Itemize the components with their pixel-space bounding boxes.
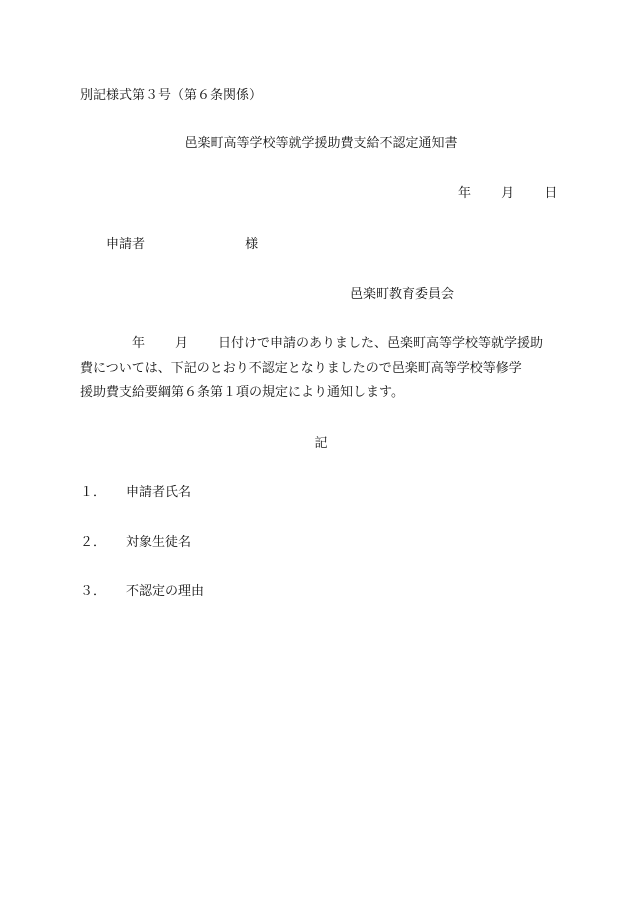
list-item <box>80 580 204 599</box>
body-line-1-rest: 日付けで申請のありました、邑楽町高等学校等就学援助 <box>218 336 544 351</box>
date-month: 月 <box>501 186 515 201</box>
item-label: 申請者氏名 <box>126 485 192 500</box>
item-number: ３． <box>80 584 107 599</box>
item-number: ２． <box>80 535 107 550</box>
list-item <box>80 481 191 500</box>
sender: 邑楽町教育委員会 <box>350 287 455 302</box>
body-year: 年 <box>132 336 146 351</box>
body-month: 月 <box>175 336 189 351</box>
form-number: 別記様式第３号（第６条関係） <box>80 88 263 103</box>
body-line-3: 援助費支給要綱第６条第１項の規定により通知します。 <box>80 385 404 400</box>
item-number: １． <box>80 485 107 500</box>
addressee-label: 申請者 <box>106 237 146 252</box>
body-line-2: 費については、下記のとおり不認定となりましたので邑楽町高等学校等修学 <box>80 360 522 376</box>
date-year: 年 <box>458 186 472 201</box>
body-text <box>80 332 560 406</box>
body-line-1 <box>80 332 560 357</box>
date-day: 日 <box>544 186 558 201</box>
list-item <box>80 531 191 550</box>
document-title: 邑楽町高等学校等就学援助費支給不認定通知書 <box>184 136 458 151</box>
addressee-honorific: 様 <box>245 237 259 252</box>
item-label: 不認定の理由 <box>126 584 205 599</box>
item-label: 対象生徒名 <box>126 535 192 550</box>
ki-heading: 記 <box>314 436 328 451</box>
date-line <box>458 182 557 201</box>
addressee <box>106 233 258 252</box>
